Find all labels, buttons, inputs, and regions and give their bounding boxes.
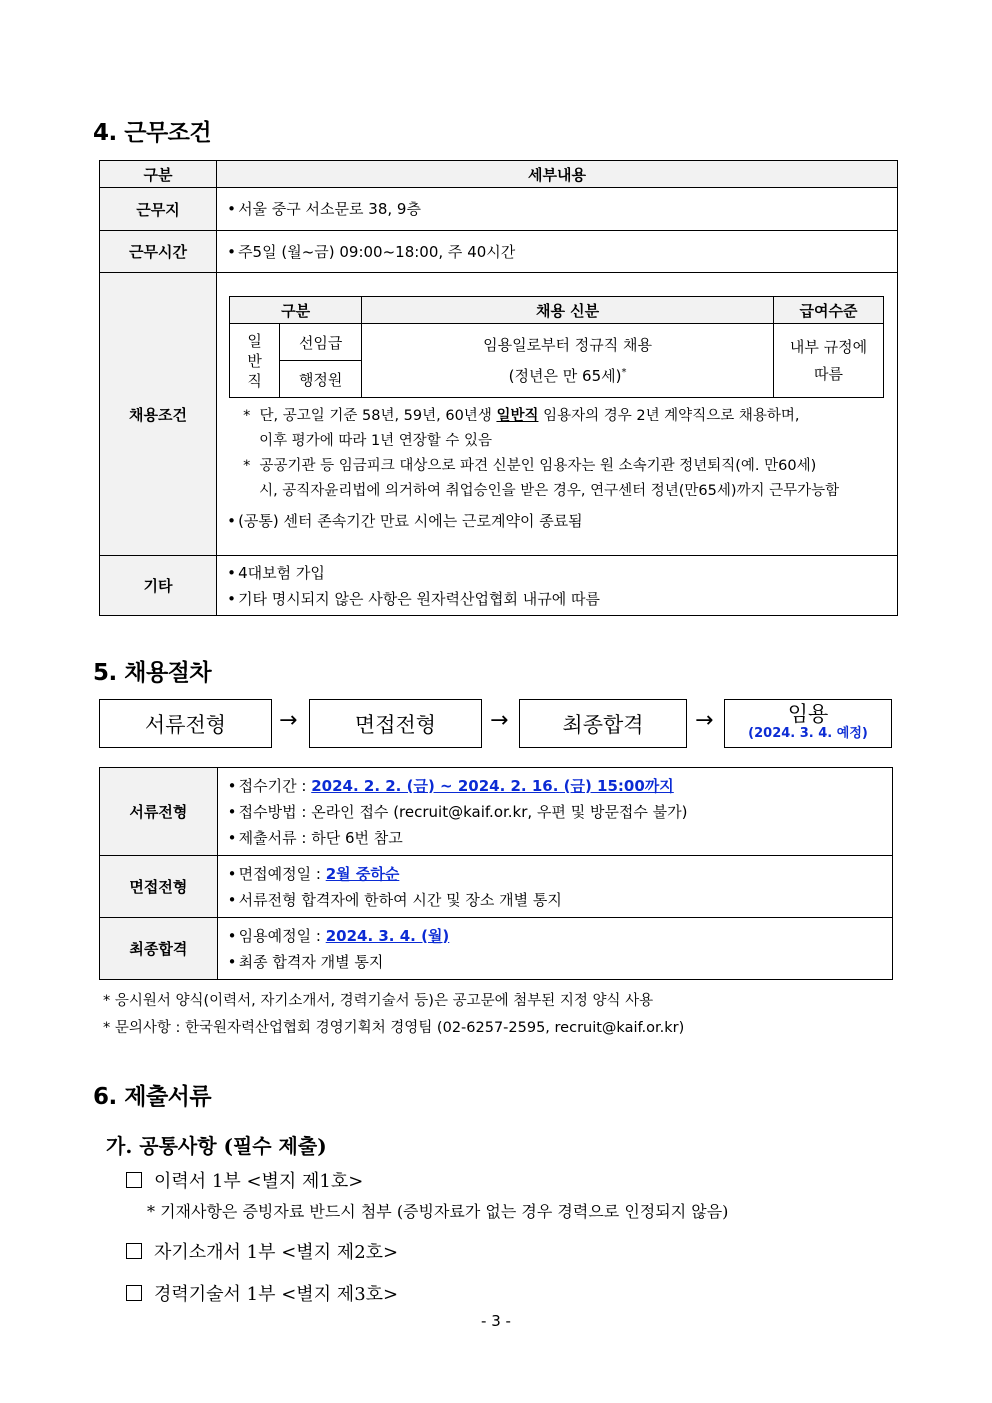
doc-item-label: 경력기술서 1부 <별지 제3호> xyxy=(154,1284,399,1305)
arrow-icon: → xyxy=(279,708,298,733)
note-text: 시, 공직자윤리법에 의거하여 취업승인을 받은 경우, 연구센터 정년(만65세)까지 근무가능함 xyxy=(259,483,840,499)
pay-line-1: 내부 규정에 xyxy=(789,337,868,356)
step-document-screening xyxy=(99,699,272,748)
row-label-final: 최종합격 xyxy=(100,918,218,980)
inner-header: 구분 xyxy=(230,297,362,324)
grade-senior: 선임급 xyxy=(280,324,362,361)
interview-notice: • 서류전형 합격자에 한하여 시간 및 장소 개별 통지 xyxy=(228,887,892,913)
period-line xyxy=(228,773,892,799)
doc-item-resume xyxy=(126,1167,363,1193)
etc-item: • 4대보험 가입 xyxy=(227,560,897,586)
doc-item-self-intro xyxy=(126,1238,398,1264)
row-label-document: 서류전형 xyxy=(100,768,218,856)
period-label: 접수기간 : xyxy=(238,776,312,795)
group-char: 반 xyxy=(247,351,262,370)
note-text: 이후 평가에 따라 1년 연장할 수 있음 xyxy=(259,433,493,449)
row-label-workplace: 근무지 xyxy=(100,188,217,231)
conditions-cell xyxy=(217,273,898,556)
step-label: 최종합격 xyxy=(562,712,644,737)
step-label: 서류전형 xyxy=(144,712,227,737)
status-footnote-mark: * xyxy=(621,366,627,378)
interview-date-label: 면접예정일 : xyxy=(238,864,326,883)
step-label: 임용 xyxy=(787,701,829,726)
step-final-pass xyxy=(519,699,687,748)
row-label-interview: 면접전형 xyxy=(100,856,218,918)
docs-line: • 제출서류 : 하단 6번 참고 xyxy=(228,825,892,851)
final-date-line xyxy=(228,923,892,949)
section-5-title: 5. 채용절차 xyxy=(93,660,212,686)
note-emphasis: 일반직 xyxy=(496,408,539,424)
status-cell xyxy=(362,324,774,398)
note-text: 공공기관 등 임금피크 대상으로 파견 신분인 임용자는 원 소속기관 정년퇴직(예. 만60세) xyxy=(259,458,817,474)
row-label-etc: 기타 xyxy=(100,556,217,616)
appointment-date: (2024. 3. 4. 예정) xyxy=(748,725,868,741)
step-interview xyxy=(309,699,482,748)
section-6-subtitle: 가. 공통사항 (필수 제출) xyxy=(106,1134,327,1158)
step-label: 면접전형 xyxy=(354,712,437,737)
row-label-conditions: 채용조건 xyxy=(100,273,217,556)
workplace-value: • 서울 중구 서소문로 38, 9층 xyxy=(227,196,897,222)
status-line-1: 임용일로부터 정규직 채용 xyxy=(483,335,653,354)
checkbox-icon xyxy=(126,1243,142,1259)
conditions-notes xyxy=(229,404,889,534)
resume-note: * 기재사항은 증빙자료 반드시 첨부 (증빙자료가 없는 경우 경력으로 인정되지 않음) xyxy=(147,1202,729,1221)
process-notes xyxy=(103,988,684,1042)
row-label-hours: 근무시간 xyxy=(100,231,217,273)
checkbox-icon xyxy=(126,1285,142,1301)
inner-header: 급여수준 xyxy=(773,297,883,324)
working-conditions-table xyxy=(99,160,898,616)
final-date-label: 임용예정일 : xyxy=(238,926,326,945)
pay-cell xyxy=(773,324,883,398)
note-contact: * 문의사항 : 한국원자력산업협회 경영기획처 경영팀 (02-6257-2595, recruit@kaif.or.kr) xyxy=(103,1020,685,1036)
group-char: 직 xyxy=(247,371,262,390)
section-6-title: 6. 제출서류 xyxy=(93,1084,212,1110)
period-value: 2024. 2. 2. (금) ~ 2024. 2. 16. (금) 15:00까지 xyxy=(311,776,674,795)
checkbox-icon xyxy=(126,1172,142,1188)
common-bullet: • (공통) 센터 존속기간 만료 시에는 근로계약이 종료됨 xyxy=(227,508,889,534)
arrow-icon: → xyxy=(490,708,509,733)
pay-line-2: 따름 xyxy=(813,364,843,383)
final-notice: • 최종 합격자 개별 통지 xyxy=(228,949,892,975)
final-date-value: 2024. 3. 4. (월) xyxy=(325,926,450,945)
arrow-icon: → xyxy=(695,708,714,733)
section-4-title: 4. 근무조건 xyxy=(93,120,212,146)
note-form: * 응시원서 양식(이력서, 자기소개서, 경력기술서 등)은 공고문에 첨부된 지정 양식 사용 xyxy=(103,993,654,1009)
note-contract: * 단, 공고일 기준 58년, 59년, 60년생 일반직 임용자의 경우 2년 계약직으로 채용하며, 이후 평가에 따라 1년 연장할 수 있음 xyxy=(243,408,800,449)
etc-item: • 기타 명시되지 않은 사항은 원자력산업협회 내규에 따름 xyxy=(227,586,897,612)
doc-item-label: 이력서 1부 <별지 제1호> xyxy=(154,1171,364,1192)
inner-header: 채용 신분 xyxy=(362,297,774,324)
table-header: 세부내용 xyxy=(217,161,898,188)
hours-value: • 주5일 (월~금) 09:00~18:00, 주 40시간 xyxy=(227,239,897,265)
note-text: 단, 공고일 기준 58년, 59년, 60년생 xyxy=(259,408,497,424)
note-text: 임용자의 경우 2년 계약직으로 채용하며, xyxy=(538,408,800,424)
method-line: • 접수방법 : 온라인 접수 (recruit@kaif.or.kr, 우편 및 방문접수 불가) xyxy=(228,799,892,825)
doc-item-career xyxy=(126,1280,398,1306)
status-line-2: (정년은 만 65세) xyxy=(508,366,622,385)
employment-type-table xyxy=(229,296,884,398)
step-appointment xyxy=(724,699,892,748)
interview-date-value: 2월 중하순 xyxy=(325,864,400,883)
page-number: - 3 - xyxy=(481,1312,511,1330)
grade-admin: 행정원 xyxy=(280,361,362,398)
group-cell xyxy=(230,324,280,398)
process-detail-table xyxy=(99,767,893,980)
interview-date-line xyxy=(228,861,892,887)
doc-item-label: 자기소개서 1부 <별지 제2호> xyxy=(154,1242,399,1263)
note-wage-peak: * 공공기관 등 임금피크 대상으로 파견 신분인 임용자는 원 소속기관 정년퇴직(예. 만60세) 시, 공직자윤리법에 의거하여 취업승인을 받은 경우, 연구센터 정년(만65세)까지 근무가능함 xyxy=(243,458,840,499)
table-header: 구분 xyxy=(100,161,217,188)
group-char: 일 xyxy=(247,331,262,350)
